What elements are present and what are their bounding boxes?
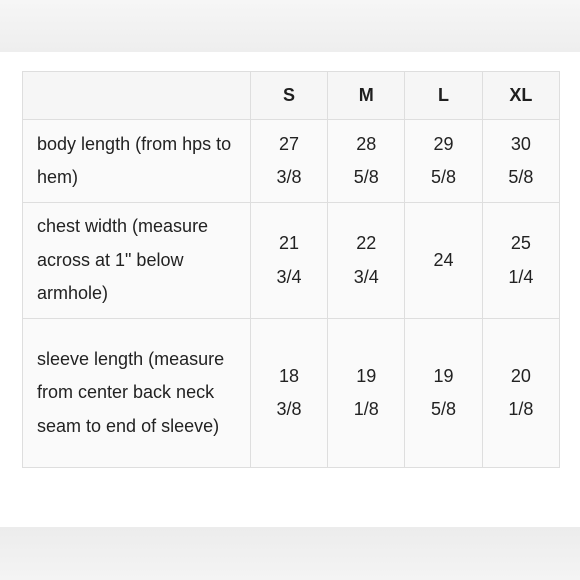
- row-label-sleeve-length: sleeve length (measure from center back neck seam to end of sleeve): [23, 319, 251, 468]
- cell-whole: 21: [278, 233, 299, 253]
- top-background-band: [0, 0, 580, 52]
- cell-fraction: 1/8: [508, 399, 534, 419]
- table-header-row: [23, 72, 560, 120]
- cell-fraction: 3/4: [353, 266, 379, 287]
- bottom-background-band: [0, 527, 580, 580]
- cell-fraction: 5/8: [431, 167, 457, 187]
- table-cell: [482, 319, 559, 468]
- cell-whole: 19: [356, 365, 377, 386]
- cell-fraction: 3/8: [276, 167, 302, 187]
- size-chart-table: [22, 71, 560, 468]
- table-cell: [328, 203, 405, 319]
- table-row: [23, 120, 560, 203]
- table-cell: [328, 120, 405, 203]
- table-cell: [250, 120, 327, 203]
- row-label-body-length: body length (from hps to hem): [23, 120, 251, 203]
- cell-fraction: 5/8: [431, 399, 457, 419]
- table-cell: [328, 319, 405, 468]
- cell-whole: 24: [433, 249, 454, 270]
- cell-whole: 27: [278, 133, 299, 154]
- row-label-chest-width: chest width (measure across at 1" below armhole): [23, 203, 251, 319]
- cell-whole: 22: [356, 233, 377, 253]
- cell-fraction: 3/8: [276, 399, 302, 419]
- cell-fraction: 1/4: [508, 266, 534, 287]
- cell-whole: 19: [433, 365, 454, 386]
- cell-whole: 20: [510, 365, 531, 386]
- header-cell-empty: [23, 72, 251, 120]
- cell-whole: 30: [510, 133, 531, 154]
- table-cell: [405, 203, 482, 319]
- header-cell-size-m: M: [328, 72, 405, 120]
- cell-whole: 18: [278, 365, 299, 386]
- table-cell: [405, 319, 482, 468]
- cell-fraction: 3/4: [276, 266, 302, 287]
- cell-whole: 28: [356, 133, 377, 154]
- table-cell: [250, 203, 327, 319]
- header-cell-size-l: L: [405, 72, 482, 120]
- table-cell: [405, 120, 482, 203]
- cell-fraction: 1/8: [353, 399, 379, 419]
- cell-whole: 25: [510, 233, 531, 253]
- table-row: [23, 319, 560, 468]
- header-cell-size-xl: XL: [482, 72, 559, 120]
- table-cell: [482, 120, 559, 203]
- table-cell: [482, 203, 559, 319]
- cell-whole: 29: [433, 133, 454, 154]
- cell-fraction: 5/8: [508, 167, 534, 187]
- cell-fraction: 5/8: [353, 167, 379, 187]
- table-cell: [250, 319, 327, 468]
- table-row: [23, 203, 560, 319]
- section-title: SIZING: [22, 77, 84, 97]
- header-cell-size-s: S: [250, 72, 327, 120]
